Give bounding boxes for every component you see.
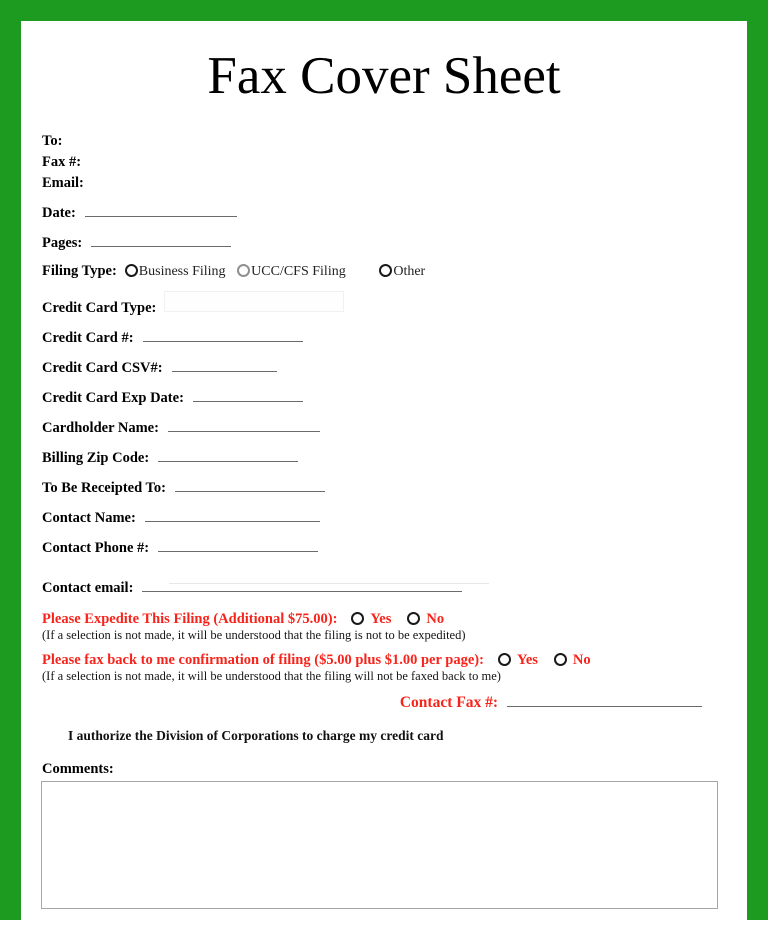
credit-card-csv-label: Credit Card CSV#: [42, 360, 163, 376]
green-border-right [747, 0, 768, 920]
pages-input[interactable] [91, 233, 231, 247]
billing-zip-input[interactable] [158, 448, 298, 462]
credit-card-type-input[interactable] [164, 291, 344, 312]
fax-back-no-label: No [572, 652, 591, 668]
credit-card-exp-label: Credit Card Exp Date: [42, 390, 184, 406]
filing-type-option-ucc-cfs[interactable] [237, 263, 349, 279]
field-credit-card-number [42, 328, 740, 347]
fax-number-label: Fax #: [42, 154, 82, 170]
field-date [42, 203, 740, 222]
field-filing-type [42, 263, 740, 280]
radio-icon[interactable] [125, 264, 138, 277]
radio-icon[interactable] [379, 264, 392, 277]
field-contact-fax [42, 693, 740, 712]
field-credit-card-csv [42, 358, 740, 377]
radio-icon[interactable] [498, 653, 511, 666]
date-input[interactable] [85, 203, 237, 217]
pages-label: Pages: [42, 235, 83, 251]
field-to [42, 133, 740, 150]
credit-card-number-label: Credit Card #: [42, 330, 134, 346]
green-border-left [0, 0, 21, 920]
field-contact-name [42, 508, 740, 527]
authorization-text: I authorize the Division of Corporations to charge my credit card [68, 728, 444, 743]
field-contact-email [42, 578, 740, 597]
field-contact-phone [42, 538, 740, 557]
filing-type-label: Filing Type: [42, 263, 117, 279]
field-email [42, 175, 740, 192]
filing-type-option-business[interactable] [125, 263, 229, 279]
credit-card-exp-input[interactable] [193, 388, 303, 402]
cardholder-name-label: Cardholder Name: [42, 420, 159, 436]
green-border-top [0, 0, 768, 21]
contact-fax-input[interactable] [507, 693, 702, 707]
filing-type-option-label: UCC/CFS Filing [251, 264, 346, 279]
fax-back-option-yes[interactable] [498, 652, 538, 669]
fax-back-yes-label: Yes [516, 652, 538, 668]
radio-icon[interactable] [237, 264, 250, 277]
comments-textarea[interactable] [41, 781, 718, 909]
fax-back-note: (If a selection is not made, it will be understood that the filing will not be faxed back to me) [42, 669, 501, 683]
contact-phone-label: Contact Phone #: [42, 540, 150, 556]
comments-label: Comments: [42, 761, 114, 777]
to-label: To: [42, 133, 63, 149]
credit-card-number-input[interactable] [143, 328, 303, 342]
fax-back-section [42, 652, 740, 684]
expedite-options [351, 611, 460, 628]
filing-type-option-label: Business Filing [138, 264, 226, 279]
credit-card-csv-input[interactable] [172, 358, 277, 372]
radio-icon[interactable] [554, 653, 567, 666]
cardholder-name-input[interactable] [168, 418, 320, 432]
field-pages [42, 233, 740, 252]
billing-zip-label: Billing Zip Code: [42, 450, 150, 466]
contact-name-input[interactable] [145, 508, 320, 522]
fax-back-heading: Please fax back to me confirmation of filing ($5.00 plus $1.00 per page): [42, 652, 484, 668]
filing-type-option-other[interactable] [379, 263, 425, 279]
fax-back-heading-row [42, 652, 740, 669]
page-title: Fax Cover Sheet [207, 47, 561, 105]
expedite-option-no[interactable] [407, 611, 444, 628]
receipted-to-label: To Be Receipted To: [42, 480, 166, 496]
contact-fax-label: Contact Fax #: [399, 694, 498, 711]
field-receipted-to [42, 478, 740, 497]
email-label: Email: [42, 175, 84, 191]
expedite-heading: Please Expedite This Filing (Additional $75.00): [42, 611, 338, 627]
field-billing-zip [42, 448, 740, 467]
expedite-heading-row [42, 611, 740, 628]
date-label: Date: [42, 205, 76, 221]
field-fax-number [42, 154, 740, 171]
expedite-yes-label: Yes [370, 611, 392, 627]
field-credit-card-type [42, 291, 740, 317]
filing-type-option-label: Other [393, 264, 426, 279]
form-sheet [28, 28, 740, 929]
contact-name-label: Contact Name: [42, 510, 136, 526]
expedite-section [42, 611, 740, 643]
form-fields [28, 133, 740, 909]
expedite-no-label: No [426, 611, 445, 627]
expedite-note: (If a selection is not made, it will be understood that the filing is not to be expedited) [42, 628, 466, 642]
contact-email-input[interactable] [142, 578, 462, 592]
radio-icon[interactable] [407, 612, 420, 625]
credit-card-type-label: Credit Card Type: [42, 300, 157, 316]
receipted-to-input[interactable] [175, 478, 325, 492]
expedite-option-yes[interactable] [351, 611, 391, 628]
fax-back-options [498, 652, 607, 669]
radio-icon[interactable] [351, 612, 364, 625]
field-credit-card-exp [42, 388, 740, 407]
fax-back-option-no[interactable] [554, 652, 591, 669]
filing-type-options [125, 263, 433, 280]
contact-email-label: Contact email: [42, 580, 134, 596]
contact-phone-input[interactable] [158, 538, 318, 552]
field-cardholder-name [42, 418, 740, 437]
